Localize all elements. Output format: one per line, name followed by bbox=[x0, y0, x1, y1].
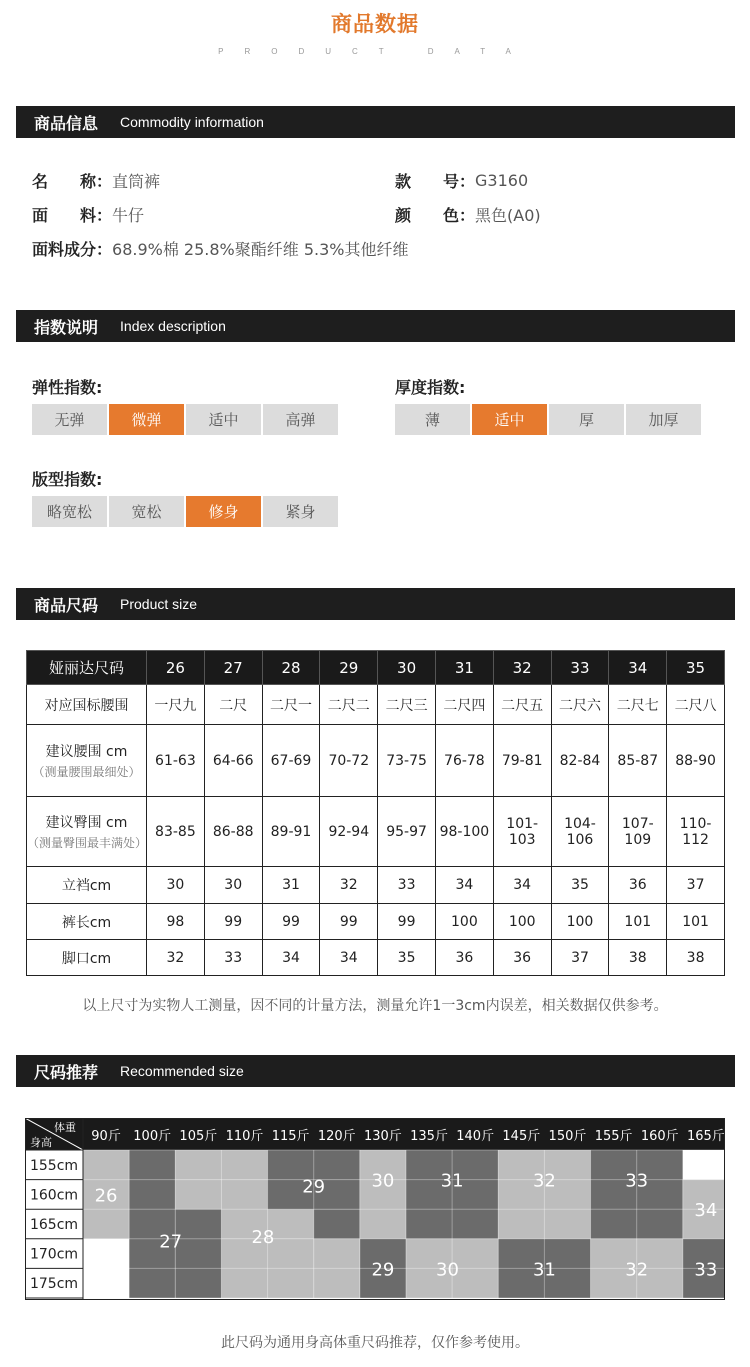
info-fabric-row bbox=[32, 203, 144, 226]
size-cell: 101 bbox=[667, 904, 725, 940]
fit-option: 略宽松 bbox=[32, 496, 107, 527]
size-cell: 101 bbox=[609, 904, 667, 940]
row-label-text: 建议臀围 cm bbox=[45, 815, 128, 831]
size-cell: 76-78 bbox=[435, 725, 493, 797]
size-header-label: 娅丽达尺码 bbox=[27, 651, 147, 685]
size-cell: 89-91 bbox=[262, 797, 320, 867]
size-cell: 73-75 bbox=[378, 725, 436, 797]
section-size-bar bbox=[16, 588, 735, 620]
page-subtitle: PRODUCT DATA bbox=[218, 47, 532, 56]
size-block-label: 30 bbox=[371, 1170, 395, 1192]
row-label-text: 脚口cm bbox=[61, 950, 112, 967]
size-block-label: 31 bbox=[532, 1259, 556, 1281]
size-cell: 二尺六 bbox=[551, 685, 609, 725]
size-cell: 一尺九 bbox=[147, 685, 205, 725]
section-title-cn: 指数说明 bbox=[34, 317, 99, 337]
elasticity-option: 微弹 bbox=[109, 404, 184, 435]
size-row-label bbox=[27, 685, 147, 725]
size-cell: 33 bbox=[378, 867, 436, 904]
size-block-label: 32 bbox=[625, 1259, 649, 1281]
size-cell: 99 bbox=[204, 904, 262, 940]
size-header-cell: 33 bbox=[551, 651, 609, 685]
style-label: 款 号： bbox=[395, 172, 476, 191]
section-title-en: Commodity information bbox=[120, 114, 264, 130]
size-block-label: 30 bbox=[436, 1259, 459, 1281]
weight-header: 105斤 bbox=[179, 1129, 218, 1144]
size-block bbox=[129, 1150, 175, 1298]
section-title-en: Product size bbox=[120, 596, 198, 612]
elasticity-option: 高弹 bbox=[263, 404, 338, 435]
size-block-label: 27 bbox=[159, 1231, 183, 1253]
info-style-row bbox=[395, 169, 528, 192]
size-cell: 34 bbox=[320, 940, 378, 976]
size-cell: 35 bbox=[551, 867, 609, 904]
size-cell: 64-66 bbox=[204, 725, 262, 797]
fit-label: 版型指数: bbox=[32, 470, 103, 489]
size-cell: 34 bbox=[262, 940, 320, 976]
recommend-grid bbox=[25, 1118, 725, 1300]
size-table-row bbox=[27, 725, 725, 797]
composition-label: 面料成分： bbox=[32, 240, 113, 259]
size-cell: 二尺二 bbox=[320, 685, 378, 725]
size-cell: 31 bbox=[262, 867, 320, 904]
size-header-cell: 31 bbox=[435, 651, 493, 685]
section-recommend-bar bbox=[16, 1055, 735, 1087]
size-cell: 67-69 bbox=[262, 725, 320, 797]
size-header-cell: 32 bbox=[493, 651, 551, 685]
size-cell: 101-103 bbox=[493, 797, 551, 867]
weight-header: 115斤 bbox=[271, 1129, 310, 1144]
size-cell: 85-87 bbox=[609, 725, 667, 797]
size-block bbox=[314, 1209, 360, 1239]
size-cell: 95-97 bbox=[378, 797, 436, 867]
size-header-cell: 35 bbox=[667, 651, 725, 685]
row-label-sub: （测量臀围最丰满处） bbox=[27, 836, 148, 850]
weight-header: 130斤 bbox=[363, 1129, 402, 1144]
size-block-label: 26 bbox=[94, 1185, 118, 1207]
size-header-cell: 34 bbox=[609, 651, 667, 685]
weight-header: 150斤 bbox=[548, 1129, 587, 1144]
name-value: 直筒裤 bbox=[112, 172, 161, 191]
info-composition-row bbox=[32, 237, 409, 260]
size-cell: 30 bbox=[147, 867, 205, 904]
thickness-option: 加厚 bbox=[626, 404, 701, 435]
color-label: 颜 色： bbox=[395, 206, 476, 225]
size-cell: 36 bbox=[609, 867, 667, 904]
info-name-row bbox=[32, 169, 160, 192]
size-cell: 83-85 bbox=[147, 797, 205, 867]
size-cell: 104-106 bbox=[551, 797, 609, 867]
thickness-option: 薄 bbox=[395, 404, 470, 435]
size-block-label: 28 bbox=[251, 1226, 275, 1248]
size-note: 以上尺寸为实物人工测量，因不同的计量方法，测量允许1一3cm内误差，相关数据仅供参考。 bbox=[82, 998, 668, 1014]
row-label-sub: （测量腰围最细处） bbox=[32, 765, 141, 779]
corner-height-label: 身高 bbox=[30, 1136, 52, 1149]
size-row-label bbox=[27, 867, 147, 904]
size-cell: 92-94 bbox=[320, 797, 378, 867]
fabric-label: 面 料： bbox=[32, 206, 113, 225]
fit-option: 修身 bbox=[186, 496, 261, 527]
composition-value: 68.9%棉 25.8%聚酯纤维 5.3%其他纤维 bbox=[112, 240, 409, 259]
size-cell: 二尺五 bbox=[493, 685, 551, 725]
weight-header: 90斤 bbox=[91, 1129, 121, 1144]
section-commodity-bar bbox=[16, 106, 735, 138]
elasticity-options bbox=[32, 404, 340, 435]
size-cell: 二尺八 bbox=[667, 685, 725, 725]
size-table-row bbox=[27, 685, 725, 725]
size-table-row bbox=[27, 904, 725, 940]
thickness-option: 厚 bbox=[549, 404, 624, 435]
size-cell: 二尺三 bbox=[378, 685, 436, 725]
size-block-label: 32 bbox=[532, 1170, 556, 1192]
corner-weight-label: 体重 bbox=[54, 1121, 76, 1134]
size-cell: 82-84 bbox=[551, 725, 609, 797]
page-title: 商品数据 bbox=[331, 12, 419, 36]
size-header-cell: 29 bbox=[320, 651, 378, 685]
section-title-cn: 商品信息 bbox=[34, 113, 99, 133]
size-header-cell: 30 bbox=[378, 651, 436, 685]
row-label-text: 对应国标腰围 bbox=[44, 697, 129, 714]
size-cell: 100 bbox=[551, 904, 609, 940]
fit-options bbox=[32, 496, 340, 527]
weight-header: 100斤 bbox=[133, 1129, 172, 1144]
size-cell: 30 bbox=[204, 867, 262, 904]
size-row-label bbox=[27, 725, 147, 797]
size-table-row bbox=[27, 867, 725, 904]
section-title-cn: 尺码推荐 bbox=[34, 1062, 99, 1082]
height-label: 170cm bbox=[29, 1246, 79, 1263]
size-cell: 37 bbox=[551, 940, 609, 976]
size-cell: 100 bbox=[493, 904, 551, 940]
size-row-label bbox=[27, 797, 147, 867]
size-cell: 86-88 bbox=[204, 797, 262, 867]
size-cell: 二尺一 bbox=[262, 685, 320, 725]
size-cell: 99 bbox=[378, 904, 436, 940]
size-cell: 110-112 bbox=[667, 797, 725, 867]
section-title-cn: 商品尺码 bbox=[34, 595, 99, 615]
size-cell: 107-109 bbox=[609, 797, 667, 867]
size-cell: 100 bbox=[435, 904, 493, 940]
size-row-label bbox=[27, 904, 147, 940]
name-label: 名 称： bbox=[32, 172, 113, 191]
size-cell: 38 bbox=[667, 940, 725, 976]
size-cell: 37 bbox=[667, 867, 725, 904]
color-value: 黑色(A0) bbox=[475, 206, 541, 225]
weight-header: 120斤 bbox=[317, 1129, 356, 1144]
size-block-label: 34 bbox=[694, 1200, 718, 1222]
height-label: 175cm bbox=[29, 1276, 79, 1293]
section-title-en: Recommended size bbox=[120, 1063, 244, 1079]
row-label-text: 立裆cm bbox=[61, 878, 112, 894]
size-cell: 98-100 bbox=[435, 797, 493, 867]
size-cell: 38 bbox=[609, 940, 667, 976]
size-block bbox=[175, 1209, 221, 1298]
elasticity-label: 弹性指数: bbox=[32, 378, 103, 397]
size-cell: 35 bbox=[378, 940, 436, 976]
weight-header: 165斤 bbox=[686, 1129, 725, 1144]
size-header-cell: 26 bbox=[147, 651, 205, 685]
row-label-text: 建议腰围 cm bbox=[45, 744, 128, 760]
size-cell: 70-72 bbox=[320, 725, 378, 797]
size-cell: 34 bbox=[435, 867, 493, 904]
size-cell: 88-90 bbox=[667, 725, 725, 797]
thickness-options bbox=[395, 404, 703, 435]
size-cell: 二尺四 bbox=[435, 685, 493, 725]
size-cell: 33 bbox=[204, 940, 262, 976]
size-header-cell: 27 bbox=[204, 651, 262, 685]
size-cell: 99 bbox=[262, 904, 320, 940]
size-cell: 36 bbox=[435, 940, 493, 976]
weight-header: 135斤 bbox=[410, 1129, 448, 1144]
size-cell: 32 bbox=[320, 867, 378, 904]
size-cell: 98 bbox=[147, 904, 205, 940]
size-cell: 二尺七 bbox=[609, 685, 667, 725]
size-cell: 32 bbox=[147, 940, 205, 976]
size-cell: 79-81 bbox=[493, 725, 551, 797]
size-block bbox=[360, 1150, 406, 1239]
height-label: 165cm bbox=[29, 1217, 79, 1233]
size-row-label bbox=[27, 940, 147, 976]
weight-header: 160斤 bbox=[640, 1129, 679, 1144]
size-header-cell: 28 bbox=[262, 651, 320, 685]
size-block-label: 29 bbox=[302, 1176, 326, 1198]
size-block-label: 33 bbox=[625, 1170, 649, 1192]
size-cell: 二尺 bbox=[204, 685, 262, 725]
recommend-note: 此尺码为通用身高体重尺码推荐，仅作参考使用。 bbox=[221, 1335, 529, 1351]
section-title-en: Index description bbox=[120, 318, 226, 334]
thickness-label: 厚度指数: bbox=[395, 378, 466, 397]
size-cell: 36 bbox=[493, 940, 551, 976]
size-table bbox=[26, 650, 725, 976]
row-label-text: 裤长cm bbox=[61, 914, 112, 931]
height-label: 160cm bbox=[29, 1187, 79, 1204]
style-value: G3160 bbox=[475, 171, 529, 190]
size-table-row bbox=[27, 797, 725, 867]
weight-header: 140斤 bbox=[456, 1129, 495, 1144]
thickness-option: 适中 bbox=[472, 404, 547, 435]
fabric-value: 牛仔 bbox=[112, 206, 145, 225]
elasticity-option: 适中 bbox=[186, 404, 261, 435]
size-cell: 99 bbox=[320, 904, 378, 940]
size-block-label: 29 bbox=[371, 1259, 395, 1281]
weight-header: 145斤 bbox=[502, 1129, 541, 1144]
height-label: 155cm bbox=[29, 1157, 79, 1174]
size-block bbox=[175, 1180, 221, 1210]
size-cell: 34 bbox=[493, 867, 551, 904]
size-table-header bbox=[27, 651, 725, 685]
elasticity-option: 无弹 bbox=[32, 404, 107, 435]
size-block-label: 31 bbox=[440, 1170, 464, 1192]
fit-option: 宽松 bbox=[109, 496, 184, 527]
section-index-bar bbox=[16, 310, 735, 342]
weight-header: 155斤 bbox=[594, 1129, 633, 1144]
info-color-row bbox=[395, 203, 541, 226]
size-table-row bbox=[27, 940, 725, 976]
recommend-grid-svg bbox=[25, 1118, 725, 1300]
fit-option: 紧身 bbox=[263, 496, 338, 527]
weight-header: 110斤 bbox=[225, 1129, 264, 1144]
size-block-label: 33 bbox=[694, 1259, 718, 1281]
size-cell: 61-63 bbox=[147, 725, 205, 797]
